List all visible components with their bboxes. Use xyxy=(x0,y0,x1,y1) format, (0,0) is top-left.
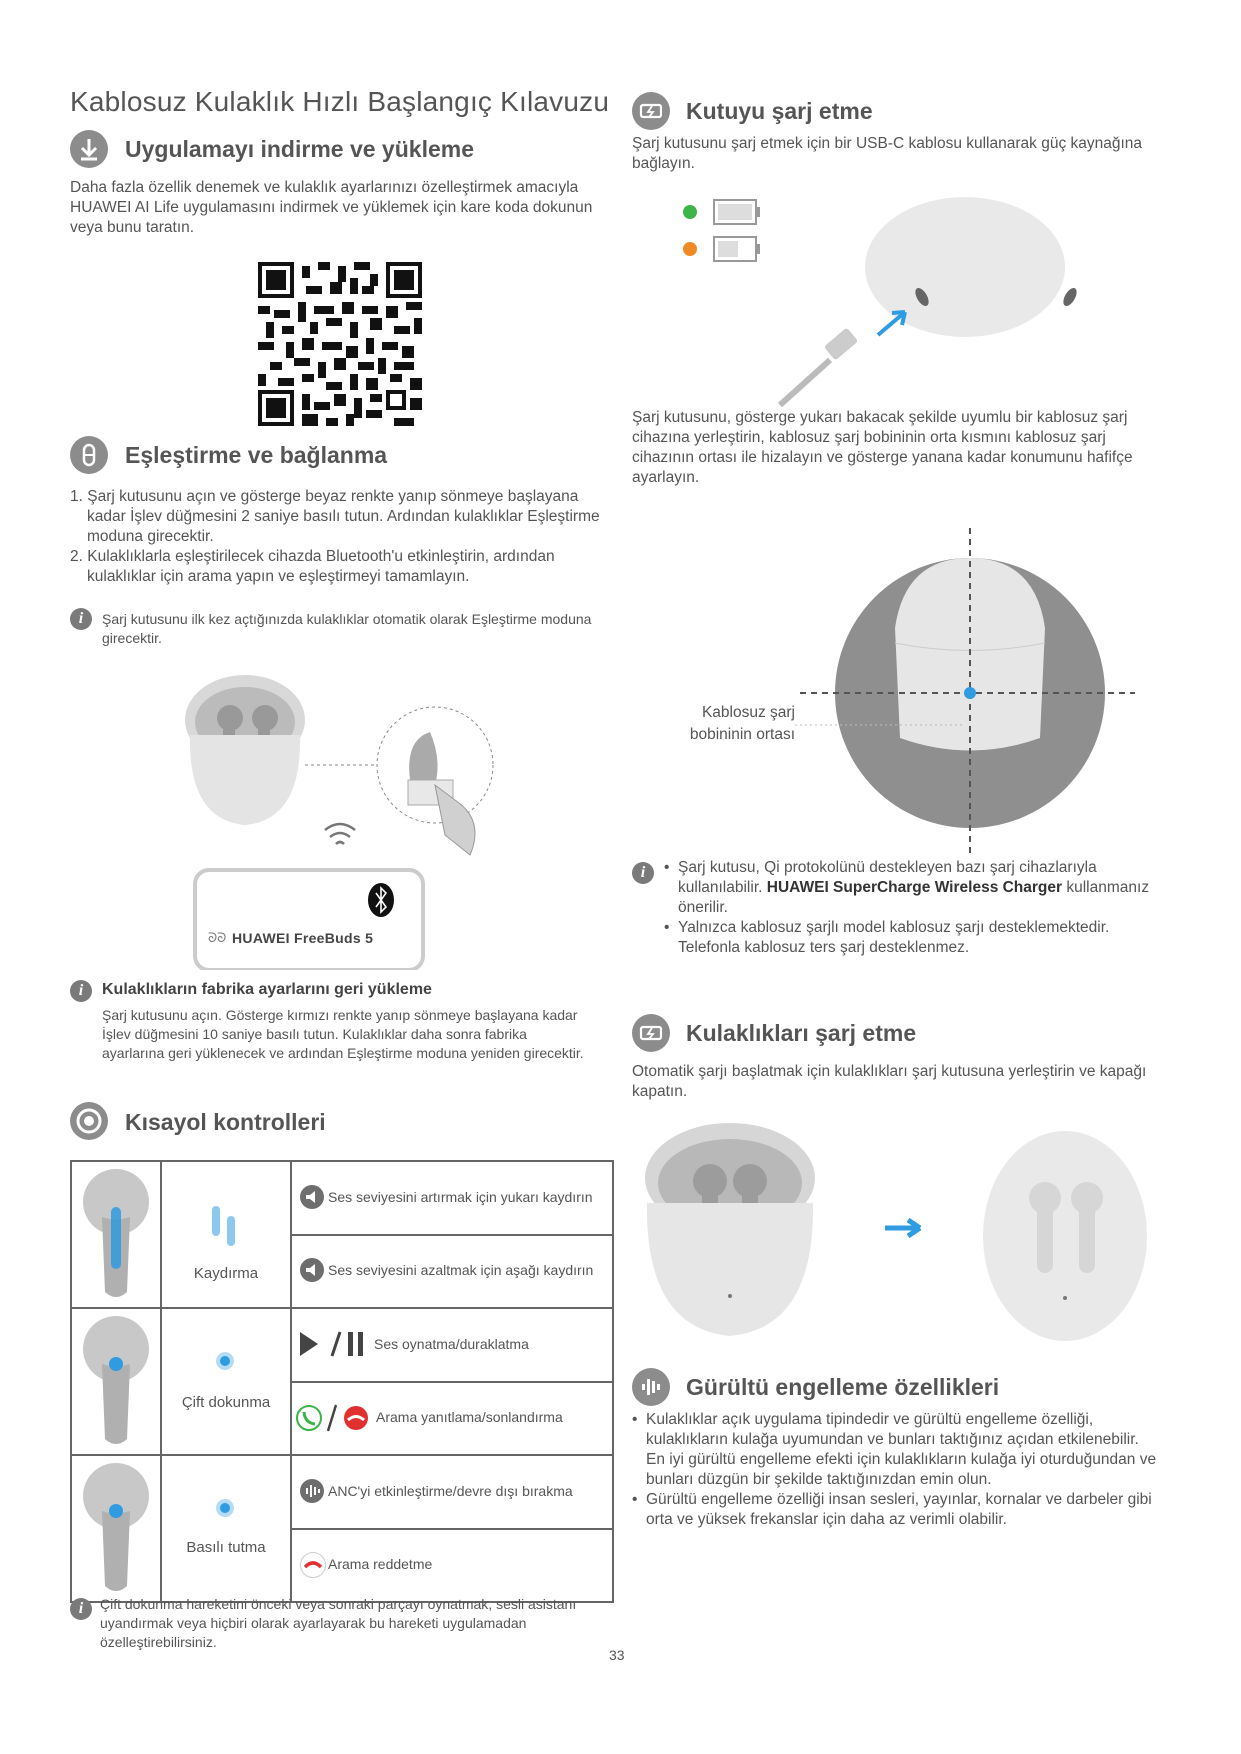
qr-code[interactable] xyxy=(258,262,422,426)
charge-earbuds-heading: Kulaklıkları şarj etme xyxy=(686,1020,917,1046)
pairing-icon xyxy=(70,436,108,474)
download-text: Daha fazla özellik denemek ve kulaklık ayarlarınızı özelleştirmek amacıyla HUAWEI AI Life uygulamasını indirmek ve yüklemek için kare koda dokunun veya bunu taratın. xyxy=(70,179,593,236)
noise-bullet: • Gürültü engelleme özelliği insan sesleri, yayınlar, kornalar ve darbeler gibi orta ve yüksek frekanslar için daha az verimli olabilir. xyxy=(632,1490,1162,1530)
gesture-hold xyxy=(161,1455,291,1602)
volume-down-icon xyxy=(300,1258,324,1282)
gesture-swipe xyxy=(161,1161,291,1308)
battery-charge-icon xyxy=(632,92,670,130)
shortcut-row xyxy=(291,1161,613,1235)
info-icon: i xyxy=(632,862,654,884)
reset-heading: Kulaklıkların fabrika ayarlarını geri yükleme xyxy=(102,981,432,998)
coil-center-label xyxy=(680,702,795,746)
earbuds-icon: ᘐᘐ xyxy=(208,930,227,945)
charge-case-heading: Kutuyu şarj etme xyxy=(686,98,873,124)
gesture-double-tap xyxy=(161,1308,291,1455)
noise-bullets xyxy=(632,1410,1162,1530)
reset-text: Şarj kutusunu açın. Gösterge kırmızı renkte yanıp sönmeye başlayana kadar İşlev düğmesini 10 saniye basılı tutun. Kulaklıklar daha sonra fabrika ayarlarına geri yüklenecek ve ardından Eşleştirme moduna yeniden girecektir. xyxy=(102,1007,584,1061)
pairing-step-1: 1. Şarj kutusunu açın ve gösterge beyaz renkte yanıp sönmeye başlayana kadar İşlev düğmesini 2 saniye basılı tutun. Ardından kulaklıklar Eşleştirme moduna girecektir. xyxy=(70,488,600,545)
gesture-label: Çift dokunma xyxy=(181,1393,271,1411)
charge-case-text: Şarj kutusunu şarj etmek için bir USB-C kablosu kullanarak güç kaynağına bağlayın. xyxy=(632,135,1143,172)
info-icon: i xyxy=(70,980,92,1002)
noise-bullet: • Kulaklıklar açık uygulama tipindedir ve gürültü engelleme özelliği, kulaklıkların kulağa uyumundan ve bunları taktığınız açıdan etkilenebilir. En iyi gürültü engelleme efekti için kulaklıkların kulağa iyi oturduğundan ve bunları düzgün bir şekilde taktığınızdan emin olun. xyxy=(632,1410,1162,1490)
supercharge-charger-name: HUAWEI SuperCharge Wireless Charger xyxy=(766,879,1063,896)
gesture-label: Kaydırma xyxy=(193,1264,259,1282)
download-heading: Uygulamayı indirme ve yükleme xyxy=(125,136,474,162)
wireless-note-1 xyxy=(664,858,1164,918)
earbud-swipe-image xyxy=(71,1161,161,1308)
device-name[interactable]: HUAWEI FreeBuds 5 xyxy=(232,930,374,946)
shortcuts-note: Çift dokunma hareketini önceki veya sonraki parçayı oynatmak, sesli asistanı uyandırmak veya hiçbiri olarak ayarlayarak bu hareketi uygulamadan özelleştirebilirsiniz. xyxy=(100,1596,577,1650)
volume-up-icon xyxy=(300,1185,324,1209)
earbud-hold-image xyxy=(71,1455,161,1602)
pairing-step-2: 2. Kulaklıklarla eşleştirilecek cihazda Bluetooth'u etkinleştirin, ardından kulaklıklar için arama yapın ve eşleştirmeyi tamamlayın. xyxy=(70,548,555,585)
gesture-label: Basılı tutma xyxy=(186,1538,266,1556)
earbud-double-tap-image xyxy=(71,1308,161,1455)
shortcut-row xyxy=(291,1308,613,1382)
shortcut-table xyxy=(70,1160,614,1603)
call-answer-end-icon xyxy=(296,1403,372,1433)
pairing-illustration xyxy=(180,660,520,970)
coil-label-line-2: bobininin ortası xyxy=(689,726,795,743)
note-text: Şarj kutusu, Qi protokolünü destekleyen bazı şarj cihazlarıyla kullanılabilir. xyxy=(678,859,1097,896)
wireless-notes xyxy=(664,858,1164,958)
info-icon: i xyxy=(70,608,92,630)
pairing-note: Şarj kutusunu ilk kez açtığınızda kulaklıklar otomatik olarak Eşleştirme moduna girecektir. xyxy=(102,611,592,646)
earbud-charge-icon xyxy=(632,1014,670,1052)
shortcuts-heading: Kısayol kontrolleri xyxy=(125,1109,326,1135)
action-label: Ses seviyesini azaltmak için aşağı kaydırın xyxy=(328,1262,594,1279)
page-number: 33 xyxy=(609,1647,625,1663)
page-title: Kablosuz Kulaklık Hızlı Başlangıç Kılavuzu xyxy=(70,86,610,117)
download-icon xyxy=(70,130,108,168)
action-label: Ses seviyesini artırmak için yukarı kaydırın xyxy=(328,1188,593,1205)
noise-heading: Gürültü engelleme özellikleri xyxy=(686,1374,1000,1400)
action-label: Arama yanıtlama/sonlandırma xyxy=(376,1409,563,1426)
shortcut-row xyxy=(291,1455,613,1529)
noise-cancel-icon xyxy=(632,1368,670,1406)
earbud-charging-illustration xyxy=(645,1118,1155,1358)
shortcut-row xyxy=(291,1529,613,1603)
wireless-note-2: • Yalnızca kablosuz şarjlı model kablosuz şarjı desteklemektedir. Telefonla kablosuz ters şarj desteklenmez. xyxy=(664,918,1164,958)
call-reject-icon xyxy=(300,1552,326,1578)
shortcut-row xyxy=(291,1382,613,1456)
action-label: Ses oynatma/duraklatma xyxy=(374,1335,529,1352)
action-label: Arama reddetme xyxy=(328,1556,433,1573)
anc-icon xyxy=(300,1479,324,1503)
wireless-coil-illustration xyxy=(795,528,1135,858)
usb-charging-illustration xyxy=(680,195,1120,410)
shortcut-icon xyxy=(70,1102,108,1140)
pairing-steps xyxy=(70,487,615,587)
wireless-charge-text: Şarj kutusunu, gösterge yukarı bakacak şekilde uyumlu bir kablosuz şarj cihazına yerleştirin, kablosuz şarj bobininin orta kısmını kablosuz şarj cihazının ortası ile hizalayın ve gösterge yanana kadar konumunu hafifçe ayarlayın. xyxy=(632,409,1133,486)
shortcut-row xyxy=(291,1235,613,1309)
charge-earbuds-text: Otomatik şarjı başlatmak için kulaklıkları şarj kutusuna yerleştirin ve kapağı kapatın. xyxy=(632,1063,1147,1100)
play-pause-icon xyxy=(296,1328,368,1360)
action-label: ANC'yi etkinleştirme/devre dışı bırakma xyxy=(328,1482,573,1499)
pairing-heading: Eşleştirme ve bağlanma xyxy=(125,442,388,468)
info-icon: i xyxy=(70,1598,92,1620)
coil-label-line-1: Kablosuz şarj xyxy=(701,704,795,721)
note-text: kullanmanız önerilir. xyxy=(678,879,1150,916)
